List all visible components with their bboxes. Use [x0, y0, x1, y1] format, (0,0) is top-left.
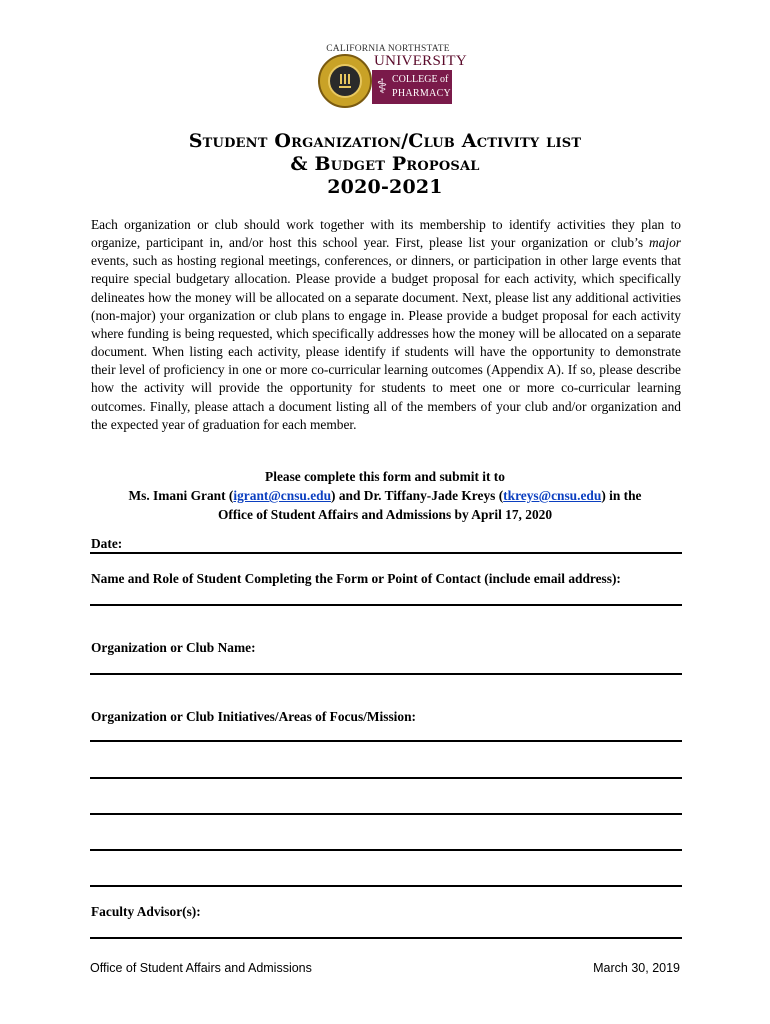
initiatives-field-line[interactable]: [90, 740, 682, 742]
submission-instruction-line2: [70, 486, 700, 505]
intro-text-part1: Each organization or club should work together with its membership to identify activities they plan to organize, participant in, and/or host this school year. First, please list your organization or club’s: [91, 217, 681, 251]
logo-university-text: UNIVERSITY: [374, 53, 467, 69]
logo-top-text: CALIFORNIA NORTHSTATE: [326, 44, 450, 54]
date-label: Date:: [91, 536, 123, 551]
page-title-line1: Student Organization/Club Activity list: [188, 130, 582, 152]
initiatives-field-line[interactable]: [90, 849, 682, 851]
org-name-field-line[interactable]: [90, 673, 682, 675]
org-name-label: Organization or Club Name:: [91, 640, 256, 655]
date-field-line[interactable]: [90, 552, 682, 554]
intro-paragraph: [91, 216, 681, 434]
page-title-year: 2020-2021: [327, 176, 443, 198]
footer-office: Office of Student Affairs and Admissions: [90, 961, 312, 975]
caduceus-icon: ⚕: [376, 76, 388, 98]
email-link-igrant[interactable]: igrant@cnsu.edu: [233, 488, 332, 503]
initiatives-field-line[interactable]: [90, 885, 682, 887]
page-title-line2: & Budget Proposal: [290, 153, 480, 175]
email-link-tkreys[interactable]: tkreys@cnsu.edu: [503, 488, 602, 503]
instruction-text: ) in the: [601, 488, 642, 503]
intro-emphasis-major: major: [649, 235, 681, 251]
initiatives-field-line[interactable]: [90, 813, 682, 815]
faculty-advisor-field-line[interactable]: [90, 937, 682, 939]
initiatives-label: Organization or Club Initiatives/Areas of Focus/Mission:: [91, 709, 416, 724]
submission-instruction-line3: Office of Student Affairs and Admissions by April 17, 2020: [217, 507, 553, 522]
name-role-field-line[interactable]: [90, 604, 682, 606]
logo-pharmacy-text: PHARMACY: [392, 88, 452, 99]
instruction-text: Ms. Imani Grant (: [128, 488, 234, 503]
faculty-advisor-label: Faculty Advisor(s):: [91, 904, 201, 919]
initiatives-field-line[interactable]: [90, 777, 682, 779]
university-logo: [318, 44, 467, 110]
seal-icon: [318, 54, 372, 108]
name-role-label: Name and Role of Student Completing the Form or Point of Contact (include email address):: [91, 571, 621, 586]
college-banner: [372, 70, 452, 104]
instruction-text: ) and Dr. Tiffany-Jade Kreys (: [331, 488, 504, 503]
footer-date: March 30, 2019: [593, 961, 680, 975]
intro-text-part2: events, such as hosting regional meetings, conferences, or dinners, or participation in other large events that require special budgetary allocation. Please provide a budget proposal for each activity, which specifically delineates how the money will be allocated on a separate document. Next, please list any additional activities (non-major) your organization or club plans to engage in. Please provide a budget proposal for each activity where funding is being requested, which specifically addresses how the money will be allocated on a separate document. When listing each activity, please identify if students will have the opportunity to demonstrate their level of proficiency in one or more co-curricular learning outcomes (Appendix A). If so, please describe how the activity will provide the opportunity for students to meet one or more co-curricular learning outcomes. Finally, please attach a document listing all of the members of your club and/or organization and the expected year of graduation for each member.: [91, 253, 681, 432]
logo-college-text: COLLEGE of: [392, 74, 449, 85]
submission-instruction-line1: Please complete this form and submit it to: [265, 469, 505, 484]
